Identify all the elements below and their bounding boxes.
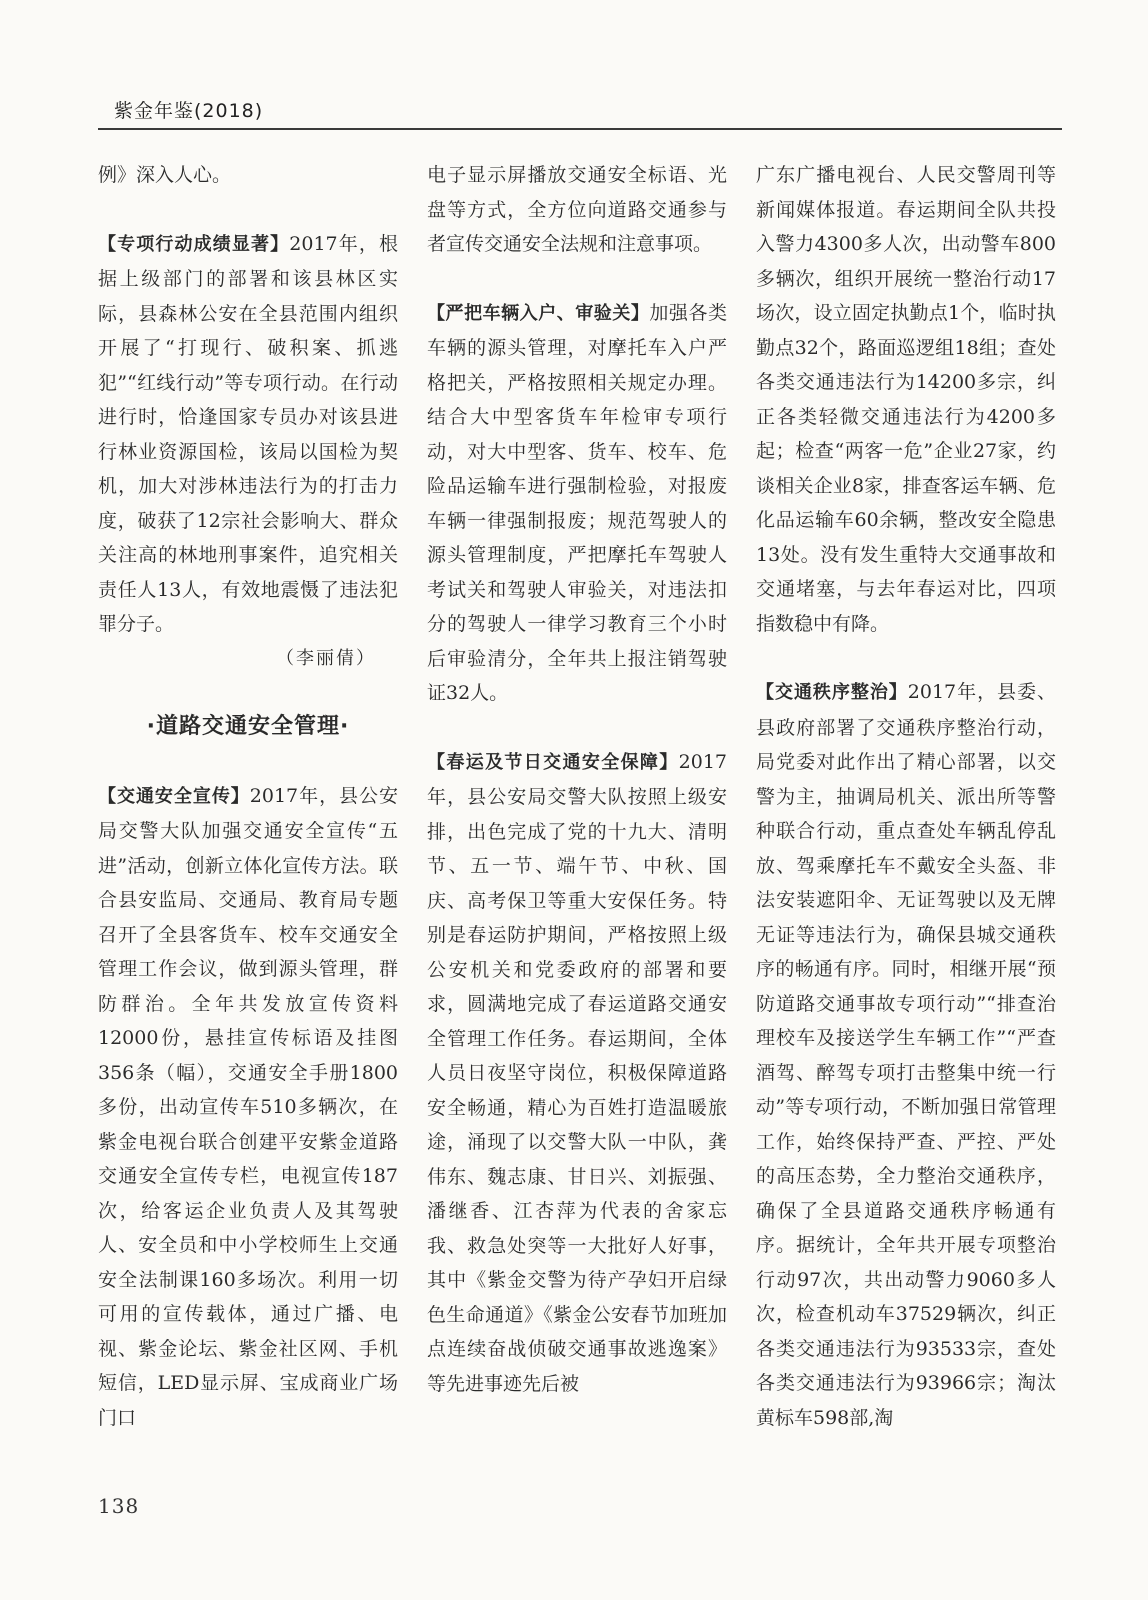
- page-header: [98, 88, 1062, 130]
- spacer: [756, 641, 1056, 675]
- paragraph-spring-festival-safety: [427, 745, 727, 1402]
- paragraph-continuation: 电子显示屏播放交通安全标语、光盘等方式，全方位向道路交通参与者宣传交通安全法规和注意事项。: [427, 164, 727, 255]
- spacer: [98, 193, 398, 227]
- paragraph-heading: 【严把车辆入户、审验关】: [427, 302, 650, 324]
- paragraph-body: 2017年，县委、县政府部署了交通秩序整治行动，局党委对此作出了精心部署，以交警为主，抽调局机关、派出所等警种联合行动，重点查处车辆乱停乱放、驾乘摩托车不戴安全头盔、非法安装遮阳伞、无证驾驶以及无牌无证等违法行为，确保县城交通秩序的畅通有序。同时，相继开展“预防道路交通事故专项行动”“排查治理校车及接送学生车辆工作”“严查酒驾、醉驾专项打击整集中统一行动”等专项行动，不断加强日常管理工作，始终保持严查、严控、严处的高压态势，全力整治交通秩序，确保了全县道路交通秩序畅通有序。据统计，全年共开展专项整治行动97次，共出动警力9060多人次，检查机动车37529辆次，纠正各类交通违法行为93533宗，查处各类交通违法行为93966宗；淘汰黄标车598部,淘: [756, 681, 1056, 1429]
- column-3: [756, 158, 1056, 1435]
- paragraph-heading: 【春运及节日交通安全保障】: [427, 751, 679, 773]
- paragraph-traffic-publicity: [98, 779, 398, 1436]
- paragraph-body: 加强各类车辆的源头管理，对摩托车入户严格把关，严格按照相关规定办理。结合大中型客货车年检审专项行动，对大中型客、货车、校车、危险品运输车进行强制检验，对报废车辆一律强制报废；规范驾驶人的源头管理制度，严把摩托车驾驶人考试关和驾驶人审验关，对违法扣分的驾驶人一律学习教育三个小时后审验清分，全年共上报注销驾驶证32人。: [427, 301, 727, 704]
- column-2: [427, 158, 727, 1401]
- paragraph-body: 2017年，根据上级部门的部署和该县林区实际，县森林公安在全县范围内组织开展了“打现行、破积案、抓逃犯”“红线行动”等专项行动。在行动进行时，恰逢国家专员办对该县进行林业资源国检，该局以国检为契机，加大对涉林违法行为的打击力度，破获了12宗社会影响大、群众关注高的林地刑事案件，追究相关责任人13人，有效地震慑了违法犯罪分子。: [98, 232, 398, 635]
- paragraph-body: 2017年，县公安局交警大队加强交通安全宣传“五进”活动，创新立体化宣传方法。联合县安监局、交通局、教育局专题召开了全县客货车、校车交通安全管理工作会议，做到源头管理，群防群治。全年共发放宣传资料12000份，悬挂宣传标语及挂图356条（幅），交通安全手册1800多份，出动宣传车510多辆次，在紫金电视台联合创建平安紫金道路交通安全宣传专栏，电视宣传187次，给客运企业负责人及其驾驶人、安全员和中小学校师生上交通安全法制课160多场次。利用一切可用的宣传载体，通过广播、电视、紫金论坛、紫金社区网、手机短信，LED显示屏、宝成商业广场门口: [98, 784, 398, 1429]
- running-title: 紫金年鉴(2018): [114, 100, 264, 122]
- paragraph-vehicle-inspection: [427, 296, 727, 711]
- author-signature: （李丽倩）: [276, 647, 376, 669]
- page-number: 138: [98, 1494, 140, 1518]
- section-title: ·道路交通安全管理·: [146, 714, 350, 739]
- paragraph-heading: 【专项行动成绩显著】: [98, 233, 290, 255]
- paragraph-special-action: [98, 227, 398, 642]
- spacer: [427, 262, 727, 296]
- paragraph-heading: 【交通秩序整治】: [756, 682, 908, 703]
- paragraph-continuation: 例》深入人心。: [98, 164, 232, 186]
- paragraph-heading: 【交通安全宣传】: [98, 785, 250, 807]
- column-1: [98, 158, 398, 1435]
- paragraph-traffic-order: [756, 675, 1056, 1435]
- paragraph-continuation: 广东广播电视台、人民交警周刊等新闻媒体报道。春运期间全队共投入警力4300多人次，出动警车800多辆次，组织开展统一整治行动17场次，设立固定执勤点1个，临时执勤点32个，路面巡逻组18组；查处各类交通违法行为14200多宗，纠正各类轻微交通违法行为4200多起；检查“两客一危”企业27家，约谈相关企业8家，排查客运车辆、危化品运输车60余辆，整改安全隐患13处。没有发生重特大交通事故和交通堵塞，与去年春运对比，四项指数稳中有降。: [756, 164, 1056, 635]
- spacer: [427, 711, 727, 745]
- paragraph-body: 2017年，县公安局交警大队按照上级安排，出色完成了党的十九大、清明节、五一节、端午节、中秋、国庆、高考保卫等重大安保任务。特别是春运防护期间，严格按照上级公安机关和党委政府的部署和要求，圆满地完成了春运道路交通安全管理工作任务。春运期间，全体人员日夜坚守岗位，积极保障道路安全畅通，精心为百姓打造温暖旅途，涌现了以交警大队一中队，龚伟东、魏志康、甘日兴、刘振强、潘继香、江杏萍为代表的舍家忘我、救急处突等一大批好人好事，其中《紫金交警为待产孕妇开启绿色生命通道》《紫金公安春节加班加点连续奋战侦破交通事故逃逸案》等先进事迹先后被: [427, 750, 727, 1395]
